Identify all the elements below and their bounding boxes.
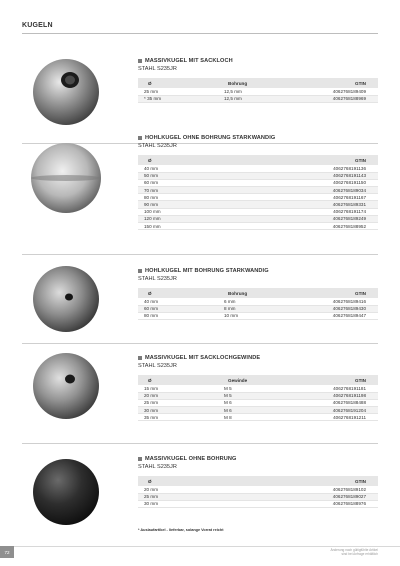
material-label: STAHL S235JR bbox=[138, 464, 177, 470]
table-row bbox=[138, 305, 378, 312]
diameter-cell: 70 mm bbox=[138, 187, 218, 194]
gtin-cell: 4062768189034 bbox=[218, 187, 378, 194]
column-header: GTIN bbox=[276, 375, 378, 385]
diameter-cell: 120 mm bbox=[138, 215, 218, 222]
product-block bbox=[138, 57, 378, 103]
gtin-cell: 4062768191143 bbox=[218, 172, 378, 179]
bore-cell: 10 mm bbox=[218, 312, 276, 319]
material-label: STAHL S235JR bbox=[138, 276, 177, 282]
diameter-cell: 30 mm bbox=[138, 407, 218, 414]
thread-cell: M 8 bbox=[218, 414, 276, 421]
gtin-cell: 4062768191174 bbox=[218, 208, 378, 215]
thread-cell: M 6 bbox=[218, 399, 276, 406]
product-title: HOHLKUGEL MIT BOHRUNG STARKWANDIG bbox=[138, 267, 378, 274]
section-divider bbox=[22, 254, 378, 255]
section-divider bbox=[22, 343, 378, 344]
diameter-cell: 20 mm bbox=[138, 392, 218, 399]
gtin-cell: 4062768191204 bbox=[276, 407, 378, 414]
table-row bbox=[138, 208, 378, 215]
gtin-cell: 4062768191150 bbox=[218, 179, 378, 186]
hollow-ball-no-hole-image bbox=[22, 138, 110, 218]
product-title: MASSIVKUGEL OHNE BOHRUNG bbox=[138, 455, 378, 462]
column-header: Ø bbox=[138, 476, 218, 486]
bore-cell: 6 mm bbox=[218, 298, 276, 305]
page-number: 72 bbox=[0, 546, 14, 558]
solid-ball-no-hole-image bbox=[22, 452, 110, 532]
table-row bbox=[138, 215, 378, 222]
product-block bbox=[138, 354, 378, 421]
product-table bbox=[138, 375, 378, 421]
product-block bbox=[138, 134, 378, 230]
table-row bbox=[138, 298, 378, 305]
gtin-cell: 4062768188976 bbox=[218, 500, 378, 507]
column-header: GTIN bbox=[218, 476, 378, 486]
product-title: MASSIVKUGEL MIT SACKLOCH bbox=[138, 57, 378, 64]
header-divider bbox=[22, 33, 378, 34]
diameter-cell: 15 mm bbox=[138, 385, 218, 392]
diameter-cell: 90 mm bbox=[138, 201, 218, 208]
square-bullet-icon bbox=[138, 59, 142, 63]
table-row bbox=[138, 223, 378, 230]
gtin-cell: 4062768191198 bbox=[276, 392, 378, 399]
table-row bbox=[138, 201, 378, 208]
column-header: Ø bbox=[138, 155, 218, 165]
diameter-cell: 50 mm bbox=[138, 172, 218, 179]
product-table bbox=[138, 78, 378, 103]
table-row bbox=[138, 493, 378, 500]
table-row bbox=[138, 312, 378, 319]
bore-cell: 12,5 mm bbox=[218, 95, 276, 102]
gtin-cell: 4062768189331 bbox=[218, 201, 378, 208]
diameter-cell: 25 mm bbox=[138, 399, 218, 406]
table-row bbox=[138, 407, 378, 414]
table-row bbox=[138, 187, 378, 194]
square-bullet-icon bbox=[138, 269, 142, 273]
column-header: Ø bbox=[138, 375, 218, 385]
gtin-cell: 4062768188488 bbox=[276, 399, 378, 406]
gtin-cell: 4062768189447 bbox=[276, 312, 378, 319]
gtin-cell: 4062768188952 bbox=[218, 223, 378, 230]
table-row bbox=[138, 95, 378, 102]
product-table bbox=[138, 155, 378, 230]
column-header: Bohrung bbox=[218, 288, 276, 298]
product-title: HOHLKUGEL OHNE BOHRUNG STARKWANDIG bbox=[138, 134, 378, 141]
column-header: GTIN bbox=[218, 155, 378, 165]
footer-divider bbox=[0, 546, 400, 547]
diameter-cell: 150 mm bbox=[138, 223, 218, 230]
hollow-ball-with-hole-image bbox=[22, 259, 110, 339]
table-row bbox=[138, 194, 378, 201]
solid-ball-blind-hole-image bbox=[22, 52, 110, 132]
gtin-cell: 4062768189102 bbox=[218, 486, 378, 493]
square-bullet-icon bbox=[138, 457, 142, 461]
thread-cell: M 6 bbox=[218, 407, 276, 414]
gtin-cell: 4062768191181 bbox=[276, 385, 378, 392]
column-header: Gewinde bbox=[218, 375, 276, 385]
column-header: Ø bbox=[138, 288, 218, 298]
footer-note-line: Änderung nach gültigfühlte Artikel bbox=[330, 548, 378, 552]
table-row bbox=[138, 88, 378, 95]
table-row bbox=[138, 172, 378, 179]
bore-cell: 12,5 mm bbox=[218, 88, 276, 95]
column-header: Ø bbox=[138, 78, 218, 88]
gtin-cell: 4062768188969 bbox=[276, 95, 378, 102]
diameter-cell: 25 mm bbox=[138, 493, 218, 500]
gtin-cell: 4062768189430 bbox=[276, 305, 378, 312]
section-divider bbox=[22, 443, 378, 444]
diameter-cell: 60 mm bbox=[138, 179, 218, 186]
gtin-cell: 4062768191167 bbox=[218, 194, 378, 201]
gtin-cell: 4062768191211 bbox=[276, 414, 378, 421]
product-block bbox=[138, 455, 378, 508]
table-row bbox=[138, 486, 378, 493]
table-row bbox=[138, 500, 378, 507]
product-table bbox=[138, 476, 378, 508]
square-bullet-icon bbox=[138, 356, 142, 360]
diameter-cell: 20 mm bbox=[138, 486, 218, 493]
material-label: STAHL S235JR bbox=[138, 143, 177, 149]
table-row bbox=[138, 385, 378, 392]
gtin-cell: 4062768189249 bbox=[218, 215, 378, 222]
gtin-cell: 4062768191136 bbox=[218, 165, 378, 172]
table-row bbox=[138, 179, 378, 186]
product-title: MASSIVKUGEL MIT SACKLOCHGEWINDE bbox=[138, 354, 378, 361]
diameter-cell: 25 mm bbox=[138, 88, 218, 95]
table-row bbox=[138, 165, 378, 172]
thread-cell: M 5 bbox=[218, 392, 276, 399]
diameter-cell: 80 mm bbox=[138, 194, 218, 201]
product-table bbox=[138, 288, 378, 320]
bore-cell: 8 mm bbox=[218, 305, 276, 312]
material-label: STAHL S235JR bbox=[138, 66, 177, 72]
discontinued-footnote: * Auslaufartikel - lieferbar, solange Vorrat reicht bbox=[138, 528, 224, 532]
solid-ball-threaded-hole-image bbox=[22, 346, 110, 426]
diameter-cell: 35 mm bbox=[138, 414, 218, 421]
footer-note bbox=[288, 548, 378, 557]
gtin-cell: 4062768189027 bbox=[218, 493, 378, 500]
diameter-cell: 60 mm bbox=[138, 305, 218, 312]
footer-note-line: sind bei Anfrage erhältlich bbox=[341, 552, 378, 557]
table-row bbox=[138, 392, 378, 399]
product-block bbox=[138, 267, 378, 320]
thread-cell: M 5 bbox=[218, 385, 276, 392]
diameter-cell: * 35 mm bbox=[138, 95, 218, 102]
diameter-cell: 30 mm bbox=[138, 500, 218, 507]
table-row bbox=[138, 399, 378, 406]
table-row bbox=[138, 414, 378, 421]
column-header: GTIN bbox=[276, 288, 378, 298]
diameter-cell: 40 mm bbox=[138, 165, 218, 172]
diameter-cell: 40 mm bbox=[138, 298, 218, 305]
square-bullet-icon bbox=[138, 136, 142, 140]
gtin-cell: 4062768189416 bbox=[276, 298, 378, 305]
diameter-cell: 100 mm bbox=[138, 208, 218, 215]
diameter-cell: 80 mm bbox=[138, 312, 218, 319]
column-header: GTIN bbox=[276, 78, 378, 88]
column-header: Bohrung bbox=[218, 78, 276, 88]
material-label: STAHL S235JR bbox=[138, 363, 177, 369]
gtin-cell: 4062768189409 bbox=[276, 88, 378, 95]
page-title: KUGELN bbox=[22, 22, 53, 29]
